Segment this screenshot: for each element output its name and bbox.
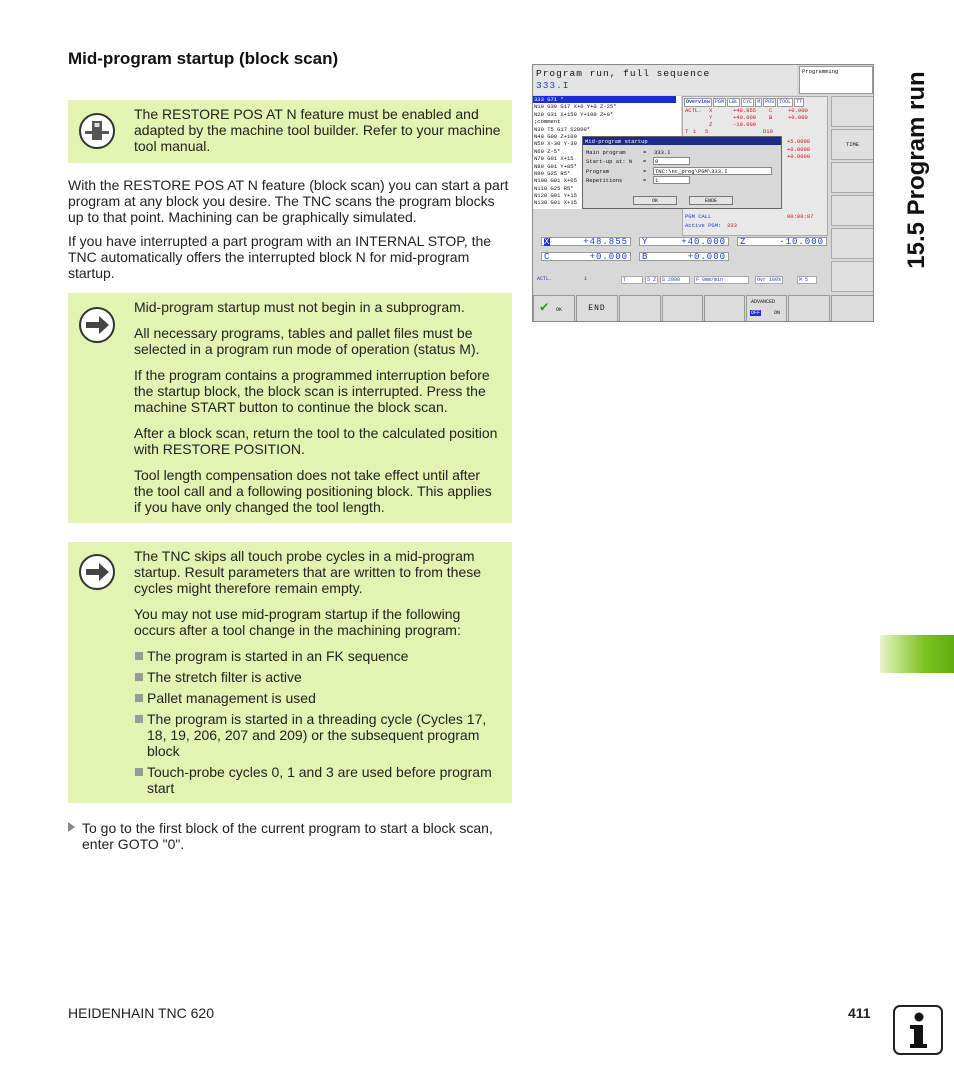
status-tool: T xyxy=(621,276,643,284)
program-line[interactable]: N80 G01 Y+85* xyxy=(534,162,577,170)
list-item: The program is started in an FK sequence xyxy=(134,648,502,664)
tool-label: T xyxy=(685,128,689,135)
note-text: The RESTORE POS AT N feature must be enabled and adapted by the machine tool builder. Refer to your machine tool manual. xyxy=(134,106,501,154)
tool-value: +0.0000 xyxy=(787,146,811,153)
field-sep: = xyxy=(643,177,647,184)
note-text: The TNC skips all touch probe cycles in a mid-program startup. Result parameters that are written to from these cycles might therefore remain empty. xyxy=(134,548,482,596)
axis-label: Y xyxy=(709,114,713,121)
axis-label: C xyxy=(769,107,773,114)
softkey[interactable] xyxy=(619,295,661,322)
footer-product: HEIDENHAIN TNC 620 xyxy=(68,1005,215,1021)
mode-title: Program run, full sequence xyxy=(536,68,711,79)
active-pgm-value: 333 xyxy=(727,222,737,229)
field-label: Start-up at: N xyxy=(586,158,633,165)
field-label: Repetitions xyxy=(586,177,623,184)
chapter-title: 15.5 Program run xyxy=(903,71,930,269)
program-line[interactable]: N110 G25 R5* xyxy=(534,184,574,192)
program-line[interactable]: N20 G31 X+150 Y+100 Z+0* xyxy=(534,110,614,118)
status-bar xyxy=(533,273,829,287)
softkey[interactable] xyxy=(831,195,874,226)
program-line[interactable]: N90 G25 R5* xyxy=(534,169,571,177)
dialog-title: Mid-program startup xyxy=(583,137,781,145)
program-line[interactable]: N130 G01 X+15 xyxy=(534,199,577,207)
softkey[interactable] xyxy=(662,295,703,322)
pgm-call-label: PGM CALL xyxy=(685,213,712,220)
axis-value: +0.000 xyxy=(788,107,808,114)
softkey[interactable] xyxy=(831,295,874,322)
program-line[interactable]: N30 T5 G17 S2000* xyxy=(534,125,591,133)
paragraph: If you have interrupted a part program with an INTERNAL STOP, the TNC automatically offers the interrupted block N for mid-program startup. xyxy=(68,233,492,281)
program-name: 333.I xyxy=(536,80,570,91)
program-line[interactable]: ;comment xyxy=(534,118,561,126)
program-line[interactable]: N70 G01 X+15 xyxy=(534,155,574,163)
status-override: Ovr 100% xyxy=(757,277,782,283)
program-line[interactable]: N40 G00 Z+100 xyxy=(534,132,577,140)
caution-note xyxy=(68,293,512,523)
program-line[interactable]: N120 G01 Y+15 xyxy=(534,192,577,200)
program-line[interactable]: N50 X-30 Y-30 xyxy=(534,140,577,148)
field-sep: = xyxy=(643,158,647,165)
status-spindle: S 2000 xyxy=(660,276,690,284)
program-line[interactable]: N100 G01 X+05 xyxy=(534,177,577,185)
dialog-cancel-button[interactable]: ENDE xyxy=(689,196,733,205)
program-line[interactable]: N10 G30 G17 X+0 Y+0 Z-25* xyxy=(534,103,617,111)
status-actl: ACTL. xyxy=(537,276,553,282)
tab-cyc[interactable]: CYC xyxy=(743,99,753,105)
dialog-ok-button[interactable]: OK xyxy=(633,196,677,205)
program-line[interactable]: N60 Z-5* xyxy=(534,147,561,155)
time-softkey[interactable]: TIME xyxy=(831,129,874,160)
position-y: Y +40.000 xyxy=(639,237,729,246)
axis-label: X xyxy=(709,107,713,114)
tab-lbl[interactable]: LBL xyxy=(729,99,739,105)
machine-icon xyxy=(79,113,115,149)
list-item: Pallet management is used xyxy=(134,690,502,706)
run-time: 00:00:07 xyxy=(787,213,814,220)
axis-label: Z xyxy=(709,121,713,128)
status-feed: F 0mm/min xyxy=(694,276,749,284)
axis-label: B xyxy=(769,114,773,121)
advanced-on: ON xyxy=(774,310,781,316)
tab-pgm[interactable]: PGM xyxy=(715,99,725,105)
tab-m[interactable]: M xyxy=(757,99,761,105)
arrow-icon xyxy=(79,554,115,590)
end-softkey[interactable]: END xyxy=(576,295,618,322)
field-label: Program xyxy=(586,168,610,175)
vertical-softkeys xyxy=(831,96,874,292)
tool-number: 1 xyxy=(693,128,697,135)
tnc-screenshot xyxy=(532,64,874,322)
step-arrow-icon xyxy=(68,822,75,832)
program-line[interactable]: 333 G71 * xyxy=(533,96,676,103)
status-axis: 5 Z xyxy=(647,277,657,283)
actl-label: ACTL. xyxy=(685,107,702,114)
startup-block-input[interactable]: 0 xyxy=(653,157,690,165)
tool-value: +5.0000 xyxy=(787,138,811,145)
tool-diameter: D10 xyxy=(763,128,773,135)
position-x: X +48.855 xyxy=(541,237,631,246)
note-text: You may not use mid-program startup if the following occurs after a tool change in the machining program: xyxy=(134,606,461,638)
note-item: If the program contains a programmed interruption before the startup block, the block scan is interrupted. Press the machine START button to continue the block scan. xyxy=(134,367,490,415)
note-item: All necessary programs, tables and pallet files must be selected in a program run mode of operation (status M). xyxy=(134,325,480,357)
note-item: After a block scan, return the tool to the calculated position with RESTORE POSITION. xyxy=(134,425,498,457)
tool-value: +0.0000 xyxy=(787,153,811,160)
active-pgm-label: Active PGM: xyxy=(685,222,722,229)
restriction-note xyxy=(68,542,512,803)
list-item: The program is started in a threading cycle (Cycles 17, 18, 19, 206, 207 and 209) or the subsequent program block xyxy=(134,711,502,759)
softkey[interactable] xyxy=(831,261,874,292)
tab-pos[interactable]: POS xyxy=(765,99,775,105)
arrow-icon xyxy=(79,307,115,343)
repetitions-input[interactable]: 1 xyxy=(653,176,690,184)
axis-value: -10.000 xyxy=(733,121,757,128)
info-icon xyxy=(893,1005,943,1055)
ok-softkey[interactable]: ✔ OK xyxy=(533,295,575,322)
restriction-list xyxy=(134,648,502,796)
position-b: B +0.000 xyxy=(639,252,729,261)
tab-tt[interactable]: TT xyxy=(796,99,803,105)
axis-value: +40.000 xyxy=(733,114,757,121)
step-instruction: To go to the first block of the current program to start a block scan, enter GOTO "0". xyxy=(82,820,493,852)
softkey[interactable] xyxy=(831,96,874,127)
tab-overview[interactable]: Overview xyxy=(686,99,711,105)
secondary-mode: Programming xyxy=(799,66,873,94)
position-display xyxy=(533,237,829,273)
advanced-softkey[interactable]: ADVANCED OFF ON xyxy=(746,295,787,322)
paragraph: With the RESTORE POS AT N feature (block scan) you can start a part program at any block you desire. The TNC scans the program blocks up to that point. Machining can be graphically simulated. xyxy=(68,177,509,225)
softkey[interactable] xyxy=(831,228,874,259)
chapter-marker xyxy=(880,635,954,673)
list-item: The stretch filter is active xyxy=(134,669,502,685)
chapter-tab xyxy=(880,40,954,300)
note-item: Tool length compensation does not take effect until after the tool call and a following positioning block. This applies if you have only changed the tool length. xyxy=(134,467,492,515)
softkey[interactable] xyxy=(704,295,745,322)
axis-value: +0.000 xyxy=(788,114,808,121)
softkey[interactable] xyxy=(788,295,830,322)
mid-program-startup-dialog xyxy=(582,136,782,209)
tool-value: 5 xyxy=(705,128,709,135)
list-item: Touch-probe cycles 0, 1 and 3 are used before program start xyxy=(134,764,502,796)
advanced-off: OFF xyxy=(751,310,761,316)
field-sep: = xyxy=(643,149,647,156)
machine-note xyxy=(68,100,512,163)
checkmark-icon: ✔ xyxy=(540,300,549,316)
note-item: Mid-program startup must not begin in a subprogram. xyxy=(134,299,465,315)
position-z: Z -10.000 xyxy=(737,237,827,246)
screen-header xyxy=(533,65,797,95)
softkey[interactable] xyxy=(831,162,874,193)
field-label: Main program xyxy=(586,149,626,156)
section-heading: Mid-program startup (block scan) xyxy=(68,49,339,68)
field-sep: = xyxy=(643,168,647,175)
tab-tool[interactable]: TOOL xyxy=(779,99,792,105)
main-program-value: 333.I xyxy=(654,149,671,156)
program-path-input[interactable]: TNC:\nc_prog\PGM\333.I xyxy=(653,167,772,175)
status-number: 1 xyxy=(584,276,588,282)
status-m: M 5 xyxy=(797,276,817,284)
page-number: 411 xyxy=(848,1005,871,1021)
axis-value: +48.855 xyxy=(733,107,757,114)
position-c: C +0.000 xyxy=(541,252,631,261)
